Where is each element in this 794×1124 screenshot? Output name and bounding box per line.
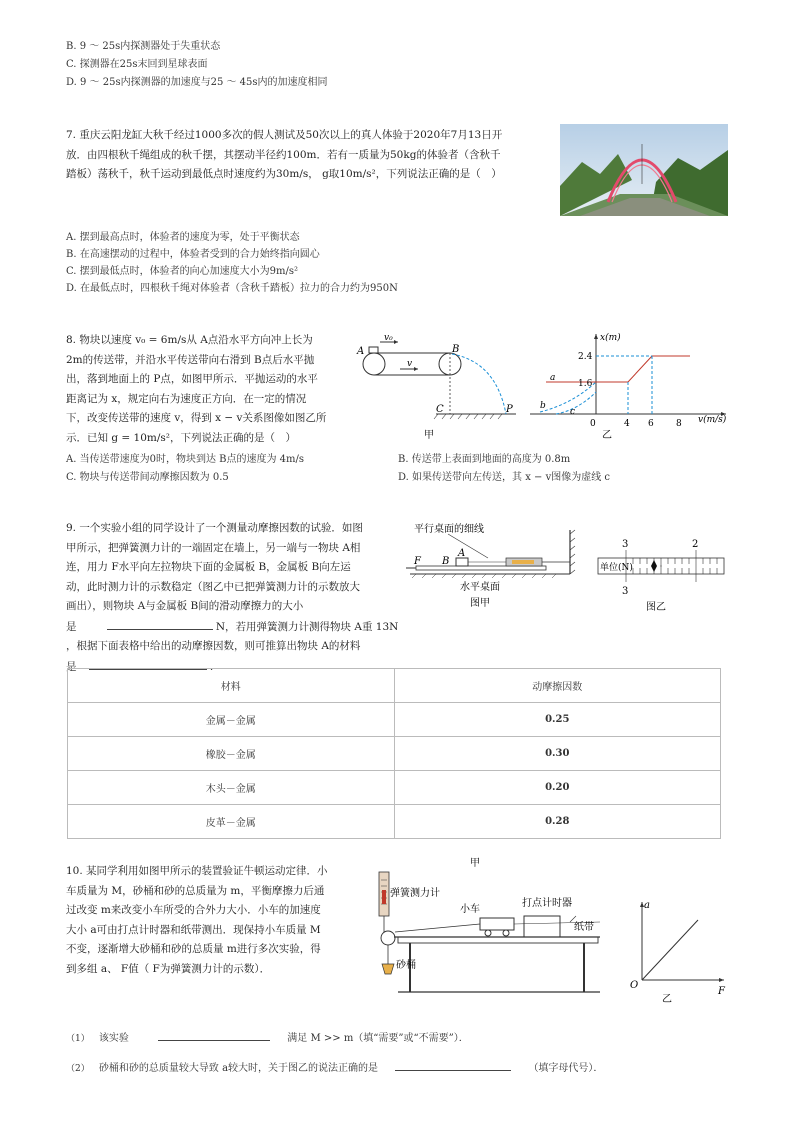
q10-subquestion-1 (66, 1028, 469, 1044)
q8-stem-line: 2m的传送带，并沿水平传送带向右滑到 B点后水平抛 (66, 353, 315, 366)
q8-option-b: B. 传送带上表面到地面的高度为 0.8m (398, 454, 571, 465)
q8-label-a: A (357, 346, 365, 357)
q10-stem-line: 过改变 m来改变小车所受的合外力大小．小车的加速度 (66, 904, 321, 916)
q10-graph-origin: O (630, 980, 639, 991)
q8-graph-tick-x2: 6 (648, 419, 654, 429)
q10-stem-line: 10. 某同学利用如图甲所示的装置验证牛顿运动定律．小 (66, 865, 328, 877)
q9-stem-line: 动，此时测力计的示数稳定（图乙中已把弹簧测力计的示数放大 (66, 580, 360, 593)
q9-line8-start: 是 (66, 660, 77, 673)
q10-sub1-text-start: 该实验 (98, 1033, 129, 1044)
q8-option-d: D. 如果传送带向左传送，其 x − v图像为虚线 c (398, 472, 611, 483)
table-cell-material: 皮革－金属 (68, 805, 395, 839)
q9-stem (66, 519, 406, 677)
q10-subquestion-2 (66, 1058, 603, 1074)
q8-graph-ylabel: x(m) (600, 333, 621, 343)
q8-fig-a-caption: 甲 (424, 430, 434, 441)
friction-coefficient-table (67, 668, 721, 839)
q8-conveyor-figure (356, 332, 522, 442)
q9-fig-label-thread: 平行桌面的细线 (414, 524, 484, 535)
q9-friction-setup-figure (408, 520, 576, 612)
q10-stem (66, 862, 366, 979)
q7-stem-line: 踏板）荡秋千，秋千运动到最低点时速度约为30m/s， g取10m/s²，下列说法正确的是（ ） (66, 168, 502, 180)
q9-answer-blank-1[interactable] (107, 617, 213, 630)
q8-label-v: v (407, 359, 413, 369)
q8-graph-tick-x1: 4 (624, 419, 630, 429)
q10-graph-ylabel: a (644, 900, 650, 911)
q6-option-d: D. 9 ～ 25s内探测器的加速度与25 ～ 45s内的加速度相同 (66, 77, 328, 88)
q8-stem-line: 下，改变传送带的速度 v，得到 x − v关系图像如图乙所 (66, 412, 327, 424)
table-cell-coefficient: 0.25 (394, 703, 721, 737)
q10-fig-b-caption: 乙 (662, 994, 672, 1005)
q9-stem-line: 画出），则物块 A与金属板 B间的滑动摩擦力的大小 (66, 600, 304, 612)
q10-label-spring-scale: 弹簧测力计 (390, 888, 440, 899)
q9-scale-num-bottom-3: 3 (622, 586, 629, 597)
q8-option-c: C. 物块与传送带间动摩擦因数为 0.5 (66, 472, 229, 483)
q9-scale-unit: 单位(N) (600, 563, 633, 573)
q10-apparatus-figure (368, 858, 604, 1006)
q7-stem (66, 126, 566, 185)
q7-stem-line: 7. 重庆云阳龙缸大秋千经过1000多次的假人测试及50次以上的真人体验于2020年7月13日开 (66, 129, 503, 141)
q10-af-graph (620, 896, 730, 1006)
q10-label-tape: 纸带 (574, 922, 594, 933)
q10-stem-line: 车质量为 M，砂桶和砂的总质量为 m，平衡摩擦力后通 (66, 884, 325, 897)
q8-graph-tick-y1: 2.4 (578, 352, 593, 362)
q9-scale-num-top-3: 3 (622, 539, 629, 550)
q9-stem-line (66, 617, 406, 638)
q8-stem (66, 331, 366, 448)
q8-graph-curve-c: c (570, 407, 576, 417)
table-row (68, 771, 721, 805)
q9-stem-line: ，根据下面表格中给出的动摩擦因数，则可推算出物块 A的材料 (66, 640, 361, 652)
q9-fig-label-b: B (442, 556, 450, 567)
q8-graph-tick-y2: 1.6 (578, 379, 593, 389)
q8-option-a: A. 当传送带速度为0时，物块到达 B点的速度为 4m/s (66, 454, 304, 465)
q9-line6-start: 是 (66, 620, 77, 633)
q9-stem-line: 9. 一个实验小组的同学设计了一个测量动摩擦因数的试验．如图 (66, 522, 363, 534)
q8-graph-tick-x0: 0 (590, 419, 596, 429)
q7-option-b: B. 在高速摆动的过程中，体验者受到的合力始终指向圆心 (66, 249, 320, 260)
q8-graph-xlabel: v(m/s) (698, 415, 727, 425)
q10-stem-line: 不变，逐渐增大砂桶和砂的总质量 m进行多次实验，得 (66, 943, 321, 955)
q9-fig-label-f: F (414, 556, 421, 567)
table-cell-material: 木头－金属 (68, 771, 395, 805)
q8-stem-line: 8. 物块以速度 v₀ = 6m/s从 A点沿水平方向冲上长为 (66, 334, 313, 346)
q8-label-p: P (506, 404, 513, 415)
q9-line8-end: . (206, 660, 214, 673)
q8-label-b: B (452, 344, 460, 355)
q9-stem-line: 甲所示，把弹簧测力计的一端固定在墙上，另一端与一物块 A相 (66, 541, 361, 554)
table-header-coefficient: 动摩擦因数 (394, 669, 721, 703)
q10-sub1-text-end: 满足 M >> m（填“需要”或“不需要”）． (287, 1033, 469, 1044)
q10-sub1-answer-blank[interactable] (158, 1028, 270, 1041)
q9-fig-b-caption: 图乙 (646, 602, 666, 613)
q7-option-c: C. 摆到最低点时，体验者的向心加速度大小为9m/s² (66, 266, 299, 277)
q8-stem-line: 示．已知 g = 10m/s²，下列说法正确的是（ ） (66, 431, 296, 444)
q7-option-a: A. 摆到最高点时，体验者的速度为零，处于平衡状态 (66, 232, 300, 243)
q10-sub2-text-start: 砂桶和砂的总质量较大导致 a较大时，关于图乙的说法正确的是 (98, 1063, 379, 1074)
table-header-row (68, 669, 721, 703)
q10-sub1-number: （1） (66, 1034, 90, 1044)
q8-graph-curve-b: b (540, 401, 546, 411)
q8-label-v0: v₀ (384, 333, 393, 343)
q10-graph-xlabel: F (718, 986, 725, 997)
table-cell-material: 橡胶－金属 (68, 737, 395, 771)
q10-stem-line: 大小 a可由打点计时器和纸带测出．现保持小车质量 M (66, 923, 321, 936)
table-cell-coefficient: 0.28 (394, 805, 721, 839)
q10-label-cart: 小车 (460, 904, 480, 915)
q10-label-timer: 打点计时器 (522, 898, 572, 909)
q9-fig-label-desk: 水平桌面 (460, 582, 500, 593)
table-row (68, 703, 721, 737)
q8-fig-b-caption: 乙 (602, 430, 612, 441)
q6-option-c: C. 探测器在25s末回到星球表面 (66, 59, 208, 70)
q7-option-d: D. 在最低点时，四根秋千绳对体验者（含秋千踏板）拉力的合力约为950N (66, 283, 398, 294)
q10-stem-line: 到多组 a、 F值（ F为弹簧测力计的示数）． (66, 962, 271, 975)
q9-scale-reading-figure (596, 536, 726, 616)
q10-sub2-text-end: （填字母代号）． (528, 1063, 604, 1074)
q10-label-bucket: 砂桶 (396, 960, 416, 971)
q9-scale-num-top-2: 2 (692, 539, 699, 550)
table-cell-material: 金属－金属 (68, 703, 395, 737)
table-row (68, 805, 721, 839)
table-cell-coefficient: 0.30 (394, 737, 721, 771)
q8-stem-line: 出，落到地面上的 P点，如图甲所示．平抛运动的水平 (66, 373, 318, 385)
q8-graph-tick-x3: 8 (676, 419, 682, 429)
q9-fig-label-a: A (458, 548, 466, 559)
q8-xv-graph (526, 326, 732, 442)
table-header-material: 材料 (68, 669, 395, 703)
q8-graph-curve-a: a (550, 373, 556, 383)
q10-sub2-number: （2） (66, 1064, 90, 1074)
q10-fig-a-caption: 甲 (470, 858, 480, 869)
q6-option-b: B. 9 ～ 25s内探测器处于失重状态 (66, 41, 221, 52)
table-cell-coefficient: 0.20 (394, 771, 721, 805)
q9-fig-a-caption: 图甲 (470, 598, 490, 609)
q10-sub2-answer-blank[interactable] (395, 1058, 511, 1071)
q7-stem-line: 放．由四根秋千绳组成的秋千摆，其摆动半径约100m．若有一质量为50kg的体验者（含秋千 (66, 148, 501, 161)
q9-line6-end: N，若用弹簧测力计测得物块 A重 13N (212, 620, 399, 633)
q9-stem-line: 连，用力 F水平向左拉物块下面的金属板 B，金属板 B向左运 (66, 561, 351, 573)
q8-stem-line: 距离记为 x，规定向右为速度正方向．在一定的情况 (66, 392, 307, 405)
q8-label-c: C (436, 404, 444, 415)
q7-swing-photo (560, 124, 728, 216)
table-row (68, 737, 721, 771)
